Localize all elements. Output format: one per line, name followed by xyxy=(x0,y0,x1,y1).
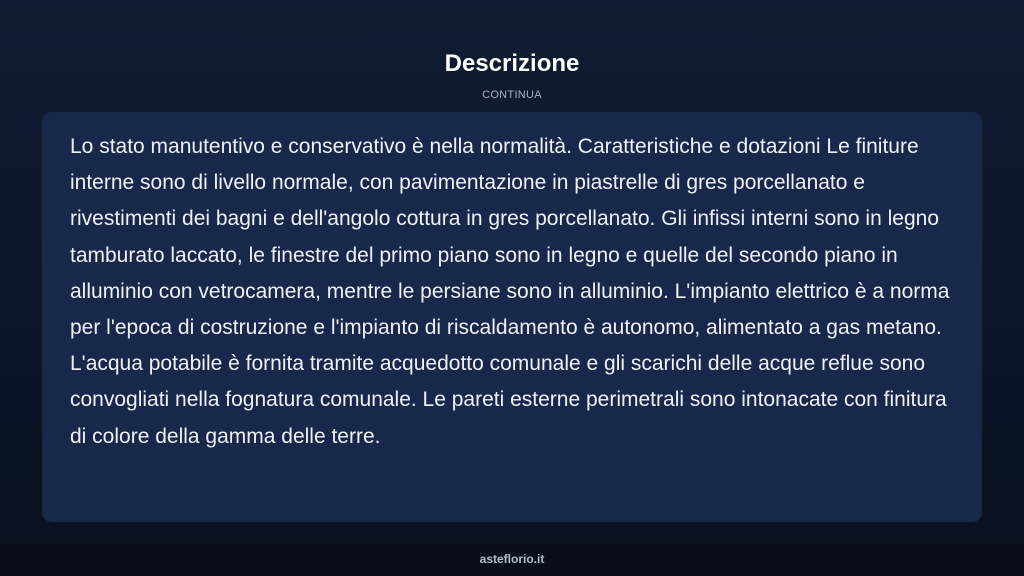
footer-bar xyxy=(0,543,1024,576)
description-panel xyxy=(42,112,982,522)
continue-label: CONTINUA xyxy=(482,89,542,101)
description-text: Lo stato manutentivo e conservativo è nella normalità. Caratteristiche e dotazioni Le finiture interne sono di livello normale, con pavimentazione in piastrelle di gres porcellanato e rivestimenti dei bagni e dell'angolo cottura in gres porcellanato. Gli infissi interni sono in legno tamburato laccato, le finestre del primo piano sono in legno e quelle del secondo piano in alluminio con vetrocamera, mentre le persiane sono in alluminio. L'impianto elettrico è a norma per l'epoca di costruzione e l'impianto di riscaldamento è autonomo, alimentato a gas metano. L'acqua potabile è fornita tramite acquedotto comunale e gli scarichi delle acque reflue sono convogliati nella fognatura comunale. Le pareti esterne perimetrali sono intonacate con finitura di colore della gamma delle terre. xyxy=(70,135,950,448)
site-name: asteflorio.it xyxy=(479,552,545,566)
page-header xyxy=(0,48,1024,102)
page-title: Descrizione xyxy=(444,50,580,77)
